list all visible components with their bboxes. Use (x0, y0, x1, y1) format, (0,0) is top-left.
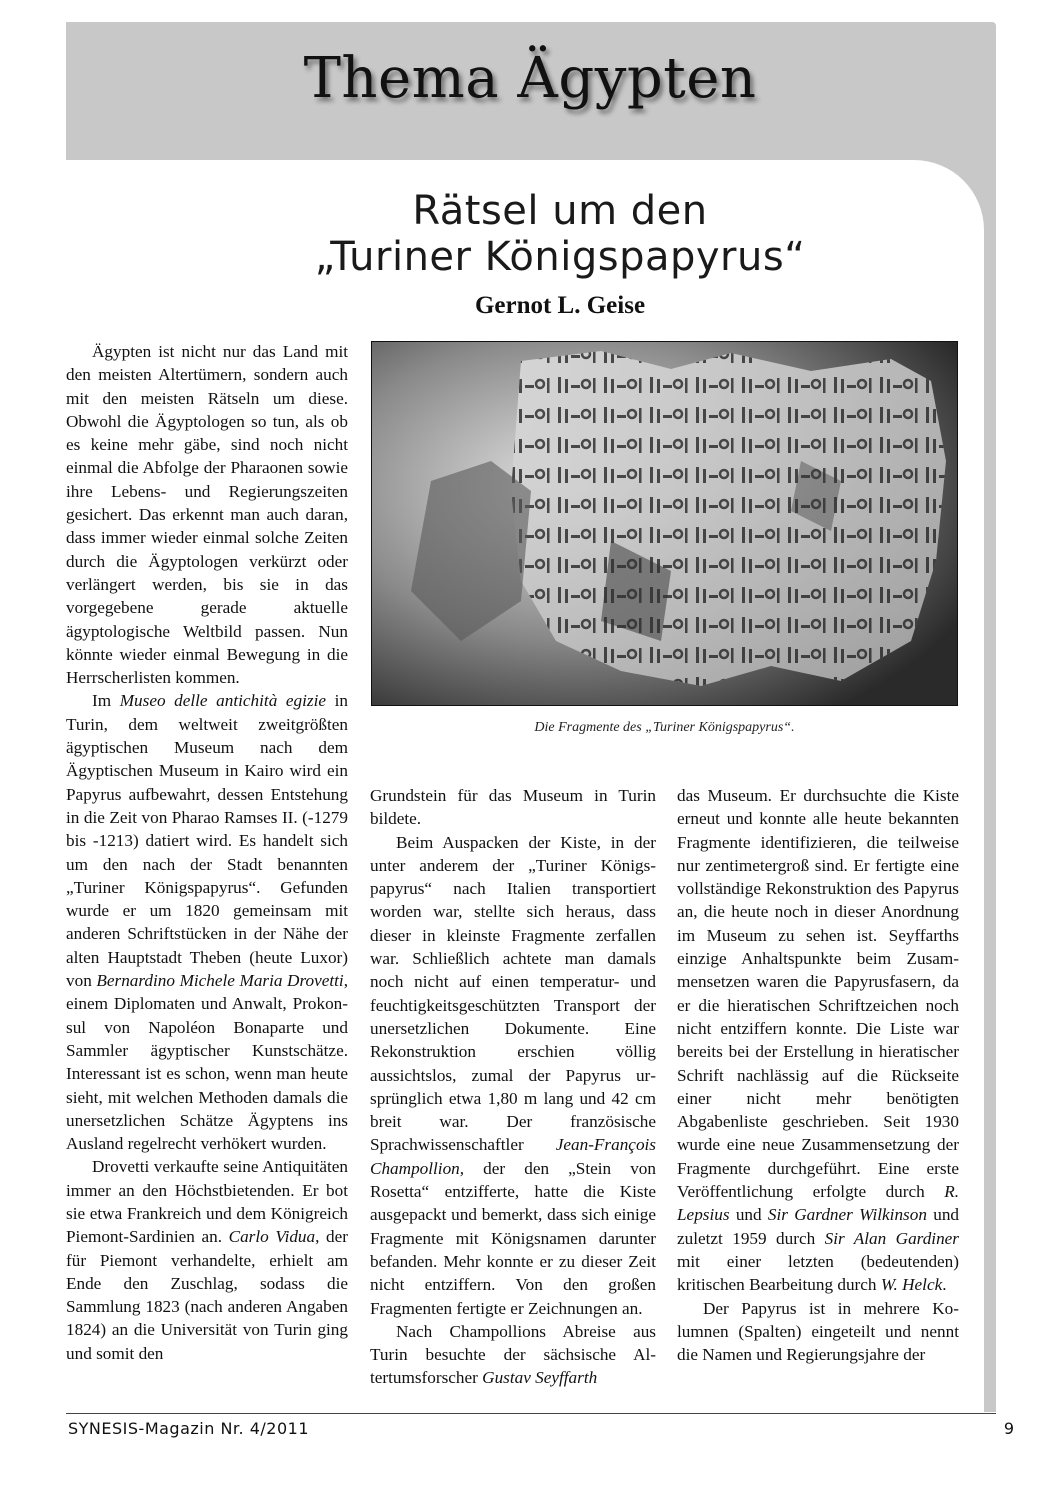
text-run: das Museum. Er durchsuchte die Kiste erneut und konnte alle heute bekannten Fragmente identifizieren, die teilweise nur zentimetergroß sind. Er fertigte eine vollständige Rekonstruktion des Papyrus an, die heute noch in dieser Anordnung im Museum zu sehen ist. Seyffarths einzige Anhaltspunkte beim Zusammensetzen waren die Papyrusfasern, da er die hieratischen Schriftzeichen noch nicht entziffern konnte. Die Liste war bereits bei der Erstellung in hieratischer Schrift nachlässig auf die Rückseite einer nicht mehr benötigten Abgabenliste geschrieben. Seit 1930 wurde eine neue Zusammensetzung der Fragmente durchgeführt. Eine erste Veröffentlichung erfolgte durch (677, 786, 959, 1202)
text-column-2 (370, 784, 656, 1390)
paragraph (370, 784, 656, 831)
magazine-issue: SYNESIS-Magazin Nr. 4/2011 (68, 1419, 309, 1438)
paragraph (66, 1155, 348, 1365)
paragraph (677, 1297, 959, 1367)
italic-text-run: Sir Gardner Wilkinson (767, 1205, 927, 1225)
text-column-3 (677, 784, 959, 1366)
text-column-1 (66, 340, 348, 1365)
text-run: Grundstein für das Museum in Turin bildete. (370, 786, 656, 829)
italic-text-run: Bernardino Michele Maria Drovetti (96, 971, 344, 991)
article-title-line1: Rätsel um den (412, 188, 708, 234)
text-run: mit einer letzten (bedeutenden) kritischen Bearbeitung durch (677, 1251, 959, 1295)
paragraph (370, 831, 656, 1320)
text-run: und zuletzt 1959 durch (677, 1205, 959, 1248)
paragraph (66, 689, 348, 1155)
text-run: Im (92, 691, 120, 711)
text-run: Ägypten ist nicht nur das Land mit den meisten Altertümern, sondern auch mit den meisten Rätseln um diese. Obwohl die Ägyptologen so tun, als ob es keine mehr gäbe, sind noch nicht einmal die Abfolge der Pharaonen sowie ihre Lebens- und Regierungszeiten gesichert. Das erkennt man auch daran, dass immer wieder einmal solche Zeiten durch die Ägyptologen verkürzt oder verlängert werden, bis sie in das vorgegebene gerade aktuelle ägyptologische Weltbild passen. Nun könnte wieder einmal Bewegung in die Herrscherlisten kommen. (66, 342, 348, 688)
page-number: 9 (1003, 1419, 1014, 1438)
text-run: der den „Stein von Rosetta“ entzifferte, hatte die Kiste ausgepackt und bemerkt, dass sich einige Fragmente mit Königsnamen darunter befanden. Mehr konnte er zu dieser Zeit nicht entziffern. Von den großen Fragmenten fertigte er Zeichnungen an. (370, 1158, 656, 1318)
italic-text-run: Museo delle antichità egizie (119, 691, 327, 711)
italic-text-run: Gustav Seyffarth (482, 1368, 598, 1388)
paragraph (370, 1320, 656, 1390)
text-run: Beim Auspacken der Kiste, in der unter anderem der „Turiner Königspapyrus“ nach Italien transportiert worden war, stellte sich heraus, dass dieser in kleinste Fragmente zerfallen war. Schließlich achtete man damals noch nicht auf einen temperatur- und feuchtigkeitsgeschützten Transport der unersetzlichen Dokumente. Eine Rekonstruktion erschien völlig aussichtslos, zumal der Papyrus ursprünglich etwa 1,80 m lang und 42 cm breit war. Der französische Sprachwissenschaftler (370, 832, 656, 1155)
footer-rule (66, 1413, 996, 1414)
italic-text-run: Jean-François Champollion, (370, 1135, 656, 1178)
text-run: Nach Champollions Abreise aus Turin besuchte der sächsische Altertumsforscher (370, 1321, 656, 1388)
figure-caption: Die Fragmente des „Turiner Königspapyrus“. (534, 720, 795, 735)
paragraph (66, 340, 348, 689)
paragraph (677, 784, 959, 1297)
text-run: und (729, 1205, 768, 1225)
article-title (160, 188, 960, 280)
text-run: . (942, 1275, 947, 1295)
papyrus-image (371, 341, 958, 706)
italic-text-run: R. Lepsius (677, 1182, 959, 1225)
article-title-line2: „Turiner Königspapyrus“ (314, 234, 806, 280)
text-run: , einem Diplomaten und Anwalt, Prokonsul von Napoléon Bonaparte und Sammler ägyptischer Kunstschätze. Interessant ist es schon, wenn man heute sieht, mit welchen Methoden damals die unersetzlichen Schätze Ägyptens ins Ausland regelrecht verhökert wurden. (66, 971, 348, 1154)
papyrus-photo (371, 341, 958, 706)
author-name: Gernot L. Geise (474, 292, 646, 319)
italic-text-run: Sir Alan Gardiner (824, 1228, 959, 1248)
text-run: , der für Piemont verhandelte, erhielt am Ende den Zuschlag, sodass die Sammlung 1823 (nach anderen Angaben 1824) an die Universität von Turin ging und somit den (66, 1227, 348, 1363)
text-run: Drovetti verkaufte seine Antiquitäten immer an den Höchstbietenden. Er bot sie etwa Frankreich und dem Königreich Piemont-Sardinien an. (66, 1157, 348, 1247)
text-run: Der Papyrus ist in mehrere Kolumnen (Spalten) eingeteilt und nennt die Namen und Regierungsjahre der (677, 1298, 959, 1365)
italic-text-run: W. Helck (880, 1275, 943, 1295)
text-run: in Turin, dem weltweit zweitgrößten ägyptischen Museum nach dem Ägyptischen Museum in Kairo wird ein Papyrus aufbewahrt, dessen Entstehung in die Zeit von Pharao Ramses II. (-1279 bis -1213) datiert wird. Es handelt sich um den nach der Stadt benannten „Turiner Königspapyrus“. Gefunden wurde er um 1820 gemeinsam mit anderen Schriftstücken in der Nähe der alten Hauptstadt Theben (heute Luxor) von (66, 691, 349, 991)
section-title: Thema Ägypten (303, 46, 757, 111)
italic-text-run: Carlo Vidua (228, 1227, 316, 1247)
